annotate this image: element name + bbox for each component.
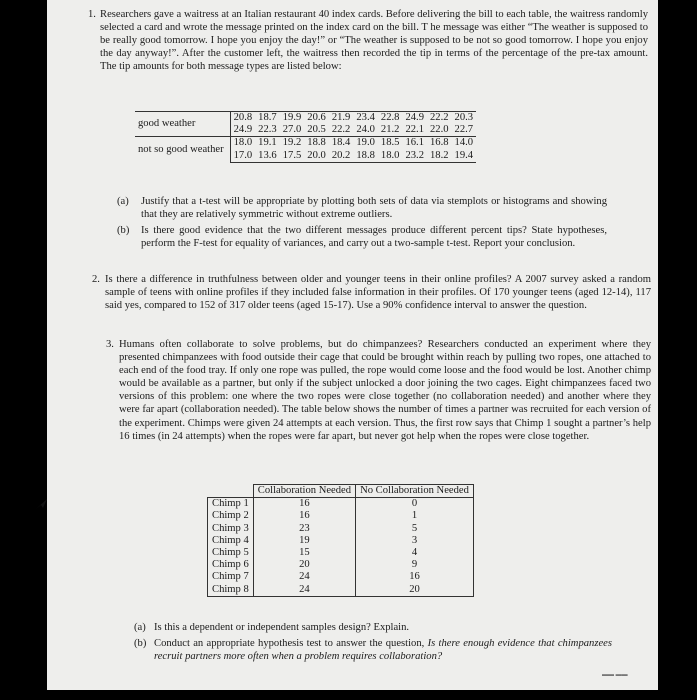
not-so-good-weather-label: not so good weather xyxy=(135,137,230,162)
problem-1a xyxy=(117,195,607,221)
chimp-table-row xyxy=(208,535,474,547)
chimp-name-cell: Chimp 3 xyxy=(208,523,254,535)
tip-value-cell: 27.0 xyxy=(282,124,302,136)
tip-value-cell: 23.2 xyxy=(402,150,427,163)
tip-value-cell: 20.2 xyxy=(329,150,354,163)
problem-2-number: 2. xyxy=(92,274,100,285)
chimp-name-cell: Chimp 5 xyxy=(208,547,254,559)
tip-value-cell: 22.2 xyxy=(331,124,351,136)
tip-value-cell: 19.1 xyxy=(255,137,280,150)
problem-3a-label: (a) xyxy=(134,622,146,633)
chimp-table-row xyxy=(208,584,474,597)
col-header-no-collaboration-needed: No Collaboration Needed xyxy=(356,485,474,498)
tip-table-row xyxy=(135,137,476,150)
tip-value-cell: 20.3 xyxy=(452,112,477,125)
collaboration-needed-cell: 16 xyxy=(253,510,355,522)
tip-value-cell: 18.4 xyxy=(329,137,354,150)
chimp-name-cell: Chimp 6 xyxy=(208,559,254,571)
collaboration-needed-cell: 24 xyxy=(253,571,355,583)
chimp-table-row xyxy=(208,523,474,535)
no-collaboration-needed-cell: 20 xyxy=(356,584,474,597)
tip-value-cell: 14.0 xyxy=(452,137,477,150)
tip-value-cell: 24.9 xyxy=(402,112,427,125)
tip-value-cell: 21.9 xyxy=(329,112,354,125)
tip-table-row xyxy=(135,112,476,125)
chimp-table-row xyxy=(208,547,474,559)
problem-1b-text: Is there good evidence that the two different messages produce different percent tips? State hypotheses, perform the F-test for equality of variances, and carry out a two-sample t-test. Report your conclusion. xyxy=(141,225,607,250)
tip-value-cell: 19.2 xyxy=(280,137,305,150)
tip-value-cell: 13.6 xyxy=(255,150,280,163)
tip-value-cell: 20.5 xyxy=(307,124,326,136)
problem-3b-text-question: Is there enough evidence that chimpanzees recruit partners more often when a problem requires collaboration? xyxy=(154,638,612,663)
tip-value-cell: 21.2 xyxy=(380,124,400,136)
problem-3b xyxy=(134,637,612,663)
chimp-table-row xyxy=(208,559,474,571)
no-collaboration-needed-cell: 16 xyxy=(356,571,474,583)
collaboration-needed-cell: 19 xyxy=(253,535,355,547)
problem-3a xyxy=(134,621,624,634)
mouse-cursor-icon xyxy=(34,496,50,512)
tip-value-cell: 18.0 xyxy=(230,137,255,150)
chimp-table-row xyxy=(208,510,474,522)
tip-value-cell: 22.8 xyxy=(378,112,403,125)
problem-1 xyxy=(88,8,648,73)
tip-value-cell: 18.8 xyxy=(353,150,378,163)
tip-value-cell: 24.9 xyxy=(230,124,255,137)
good-weather-label: good weather xyxy=(135,112,230,137)
chimp-name-cell: Chimp 2 xyxy=(208,510,254,522)
collaboration-needed-cell: 24 xyxy=(253,584,355,597)
problem-1b xyxy=(117,224,607,250)
no-collaboration-needed-cell: 5 xyxy=(356,523,474,535)
tip-value-cell: 18.7 xyxy=(255,112,280,125)
col-header-collaboration-needed: Collaboration Needed xyxy=(253,485,355,498)
no-collaboration-needed-cell: 1 xyxy=(356,510,474,522)
tip-value-cell: 22.7 xyxy=(454,124,474,136)
chimp-table-row xyxy=(208,498,474,511)
problem-1-text: Researchers gave a waitress at an Italian restaurant 40 index cards. Before delivering the bill to each table, the waitress randomly selected a card and wrote the message printed on the index card on the bill. T he message was either “The weather is supposed to be really good tomorrow. I hope you enjoy the day!” or “The weather is supposed to be not so good tomorrow. I hope you enjoy the day anyway!”. After the customer left, the waitress then recorded the tip in terms of the percentage of the pre-tax amount. The tip amounts for both message types are listed below: xyxy=(100,9,648,73)
chimp-name-cell: Chimp 4 xyxy=(208,535,254,547)
tip-value-cell: 24.0 xyxy=(356,124,375,136)
chimp-table-row xyxy=(208,571,474,583)
tip-data-table xyxy=(135,111,476,163)
chimp-recruitment-table xyxy=(207,484,474,597)
no-collaboration-needed-cell: 9 xyxy=(356,559,474,571)
tip-value-cell: 16.8 xyxy=(427,137,452,150)
tip-value-cell: 20.8 xyxy=(230,112,255,125)
collaboration-needed-cell: 23 xyxy=(253,523,355,535)
tip-value-cell: 22.0 xyxy=(430,124,449,136)
collaboration-needed-cell: 16 xyxy=(253,498,355,511)
tip-value-cell: 20.0 xyxy=(304,150,329,163)
collaboration-needed-cell: 15 xyxy=(253,547,355,559)
tip-value-cell: 19.0 xyxy=(353,137,378,150)
chimp-name-cell: Chimp 8 xyxy=(208,584,254,597)
problem-1-number: 1. xyxy=(88,9,96,20)
problem-3b-text-plain: Conduct an appropriate hypothesis test to answer the question, xyxy=(154,638,425,649)
no-collaboration-needed-cell: 4 xyxy=(356,547,474,559)
tip-value-cell: 22.1 xyxy=(405,124,424,136)
worksheet-page xyxy=(47,0,658,690)
problem-1a-text: Justify that a t-test will be appropriate by plotting both sets of data via stemplots or histograms and showing that they are relatively symmetric without extreme outliers. xyxy=(141,196,607,221)
problem-1b-label: (b) xyxy=(117,225,130,236)
problem-1a-label: (a) xyxy=(117,196,129,207)
corner-stamp: ▬▬ ▬▬ xyxy=(602,672,628,678)
tip-value-cell: 23.4 xyxy=(353,112,378,125)
tip-value-cell: 17.0 xyxy=(230,150,255,163)
tip-value-cell: 16.1 xyxy=(402,137,427,150)
tip-value-cell: 19.4 xyxy=(452,150,477,163)
collaboration-needed-cell: 20 xyxy=(253,559,355,571)
tip-value-cell: 20.6 xyxy=(304,112,329,125)
problem-3a-text: Is this a dependent or independent samples design? Explain. xyxy=(154,622,410,633)
problem-2-text: Is there a difference in truthfulness between older and younger teens in their online profiles? A 2007 survey asked a random sample of teens with online profiles if they included false information in their profiles. Of 170 younger teens (aged 12-14), 117 said yes, compared to 152 of 317 older teens (aged 15-17). Use a 90% confidence interval to answer the question. xyxy=(105,274,651,312)
corner-cell xyxy=(208,485,254,498)
problem-3-text: Humans often collaborate to solve problems, but do chimpanzees? Researchers conducted an experiment where they presented chimpanzees with food outside their cage that could be brought within reach by pulling two ropes, one attached to each end of the food tray. If only one rope was pulled, the rope would come loose and the food would be lost. Another chimp would be available as a partner, but only if the subject unlocked a door joining the two cages. Eight chimpanzees faced two versions of this problem: one where the two ropes were close together (no collaboration needed) and another where they were far apart (collaboration needed). The table below shows the number of times a partner was recruited for each version of the experiment. Chimps were given 24 attempts at each version. Thus, the first row says that Chimp 1 sought a partner’s help 16 times (in 24 attempts) when the ropes were far apart, but never got help when the ropes were close together. xyxy=(119,339,651,442)
problem-3b-label: (b) xyxy=(134,638,147,649)
tip-value-cell: 18.0 xyxy=(378,150,403,163)
tip-value-cell: 19.9 xyxy=(280,112,305,125)
tip-value-cell: 18.8 xyxy=(304,137,329,150)
tip-value-cell: 22.3 xyxy=(258,124,277,136)
chimp-name-cell: Chimp 7 xyxy=(208,571,254,583)
tip-value-cell: 22.2 xyxy=(427,112,452,125)
tip-value-cell: 18.5 xyxy=(378,137,403,150)
problem-2 xyxy=(92,273,651,312)
problem-3 xyxy=(106,338,651,443)
tip-value-cell: 18.2 xyxy=(427,150,452,163)
no-collaboration-needed-cell: 0 xyxy=(356,498,474,511)
no-collaboration-needed-cell: 3 xyxy=(356,535,474,547)
problem-3b-text xyxy=(154,637,612,663)
chimp-name-cell: Chimp 1 xyxy=(208,498,254,511)
problem-3-number: 3. xyxy=(106,339,114,350)
tip-value-cell: 17.5 xyxy=(280,150,305,163)
